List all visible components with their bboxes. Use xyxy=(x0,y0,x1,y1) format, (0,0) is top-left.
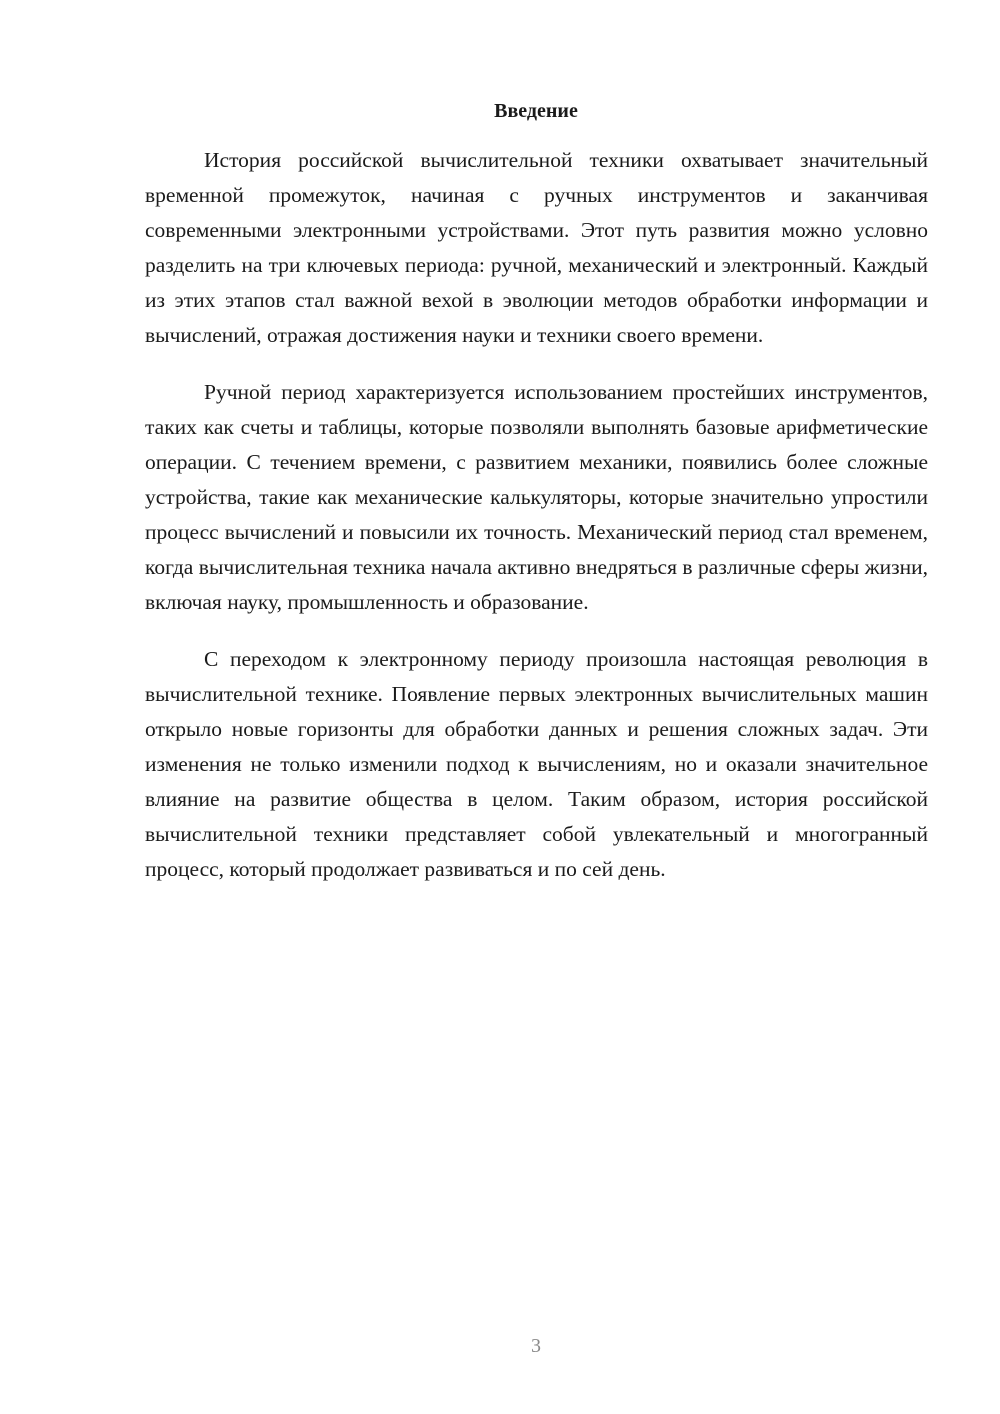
page-number: 3 xyxy=(531,1335,541,1357)
section-heading: Введение xyxy=(494,100,578,122)
paragraph-1: История российской вычислительной техники охватывает значительный временной промежуток, начиная с ручных инструментов и заканчивая современными электронными устройствами. Этот путь развития можно условно разделить на три ключевых периода: ручной, механический и электронный. Каждый из этих этапов стал важной вехой в эволюции методов обработки информации и вычислений, отражая достижения науки и техники своего времени. xyxy=(145,148,928,347)
paragraph-2: Ручной период характеризуется использованием простейших инструментов, таких как счеты и таблицы, которые позволяли выполнять базовые арифметические операции. С течением времени, с развитием механики, появились более сложные устройства, такие как механические калькуляторы, которые значительно упростили процесс вычислений и повысили их точность. Механический период стал временем, когда вычислительная техника начала активно внедряться в различные сферы жизни, включая науку, промышленность и образование. xyxy=(145,380,928,614)
paragraph-3: С переходом к электронному периоду произошла настоящая революция в вычислительной технике. Появление первых электронных вычислительных машин открыло новые горизонты для обработки данных и решения сложных задач. Эти изменения не только изменили подход к вычислениям, но и оказали значительное влияние на развитие общества в целом. Таким образом, история российской вычислительной техники представляет собой увлекательный и многогранный процесс, который продолжает развиваться и по сей день. xyxy=(145,647,928,881)
body-text xyxy=(145,143,928,909)
